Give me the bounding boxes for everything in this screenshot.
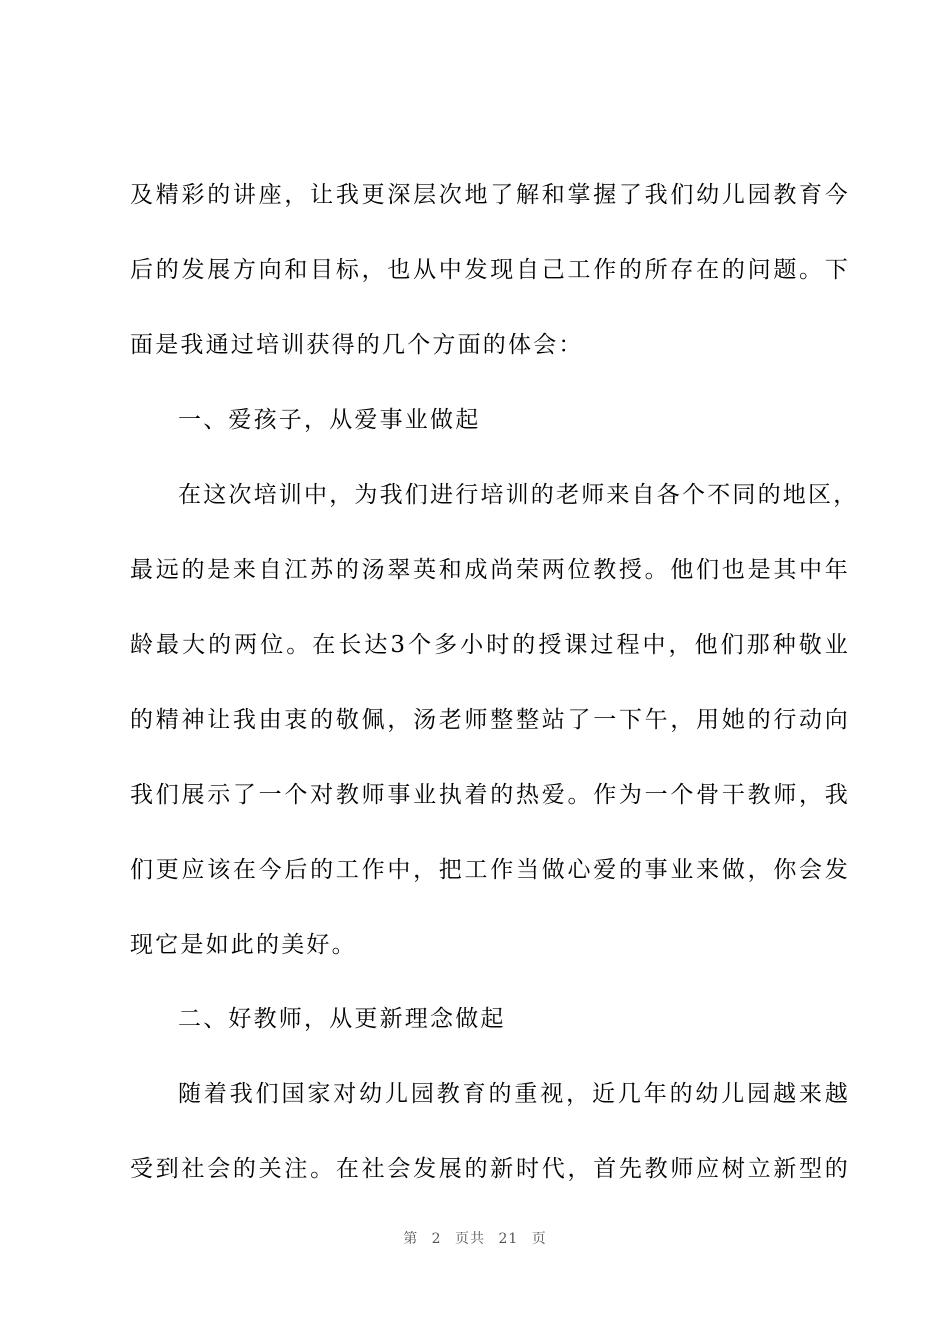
paragraph-line: 的精神让我由衷的敬佩，汤老师整整站了一下午，用她的行动向 (130, 707, 850, 733)
paragraph-line: 龄最大的两位。在长达3个多小时的授课过程中，他们那种敬业 (130, 632, 850, 658)
paragraph-line: 受到社会的关注。在社会发展的新时代，首先教师应树立新型的 (130, 1156, 850, 1182)
paragraph-line: 在这次培训中，为我们进行培训的老师来自各个不同的地区， (178, 482, 859, 508)
section-heading: 二、好教师，从更新理念做起 (178, 1006, 506, 1032)
paragraph-line: 面是我通过培训获得的几个方面的体会： (130, 332, 584, 358)
section-heading: 一、爱孩子，从爱事业做起 (178, 407, 481, 433)
paragraph-line: 现它是如此的美好。 (130, 932, 357, 958)
paragraph-line: 们更应该在今后的工作中，把工作当做心爱的事业来做，你会发 (130, 857, 850, 883)
paragraph-line: 及精彩的讲座，让我更深层次地了解和掌握了我们幼儿园教育今 (130, 182, 850, 208)
paragraph-line: 我们展示了一个对教师事业执着的热爱。作为一个骨干教师，我 (130, 782, 850, 808)
page-number-footer: 第 2 页共 21 页 (403, 1231, 547, 1247)
paragraph-line: 最远的是来自江苏的汤翠英和成尚荣两位教授。他们也是其中年 (130, 557, 850, 583)
paragraph-line: 后的发展方向和目标，也从中发现自己工作的所存在的问题。下 (130, 257, 850, 283)
paragraph-line: 随着我们国家对幼儿园教育的重视，近几年的幼儿园越来越 (178, 1081, 850, 1107)
